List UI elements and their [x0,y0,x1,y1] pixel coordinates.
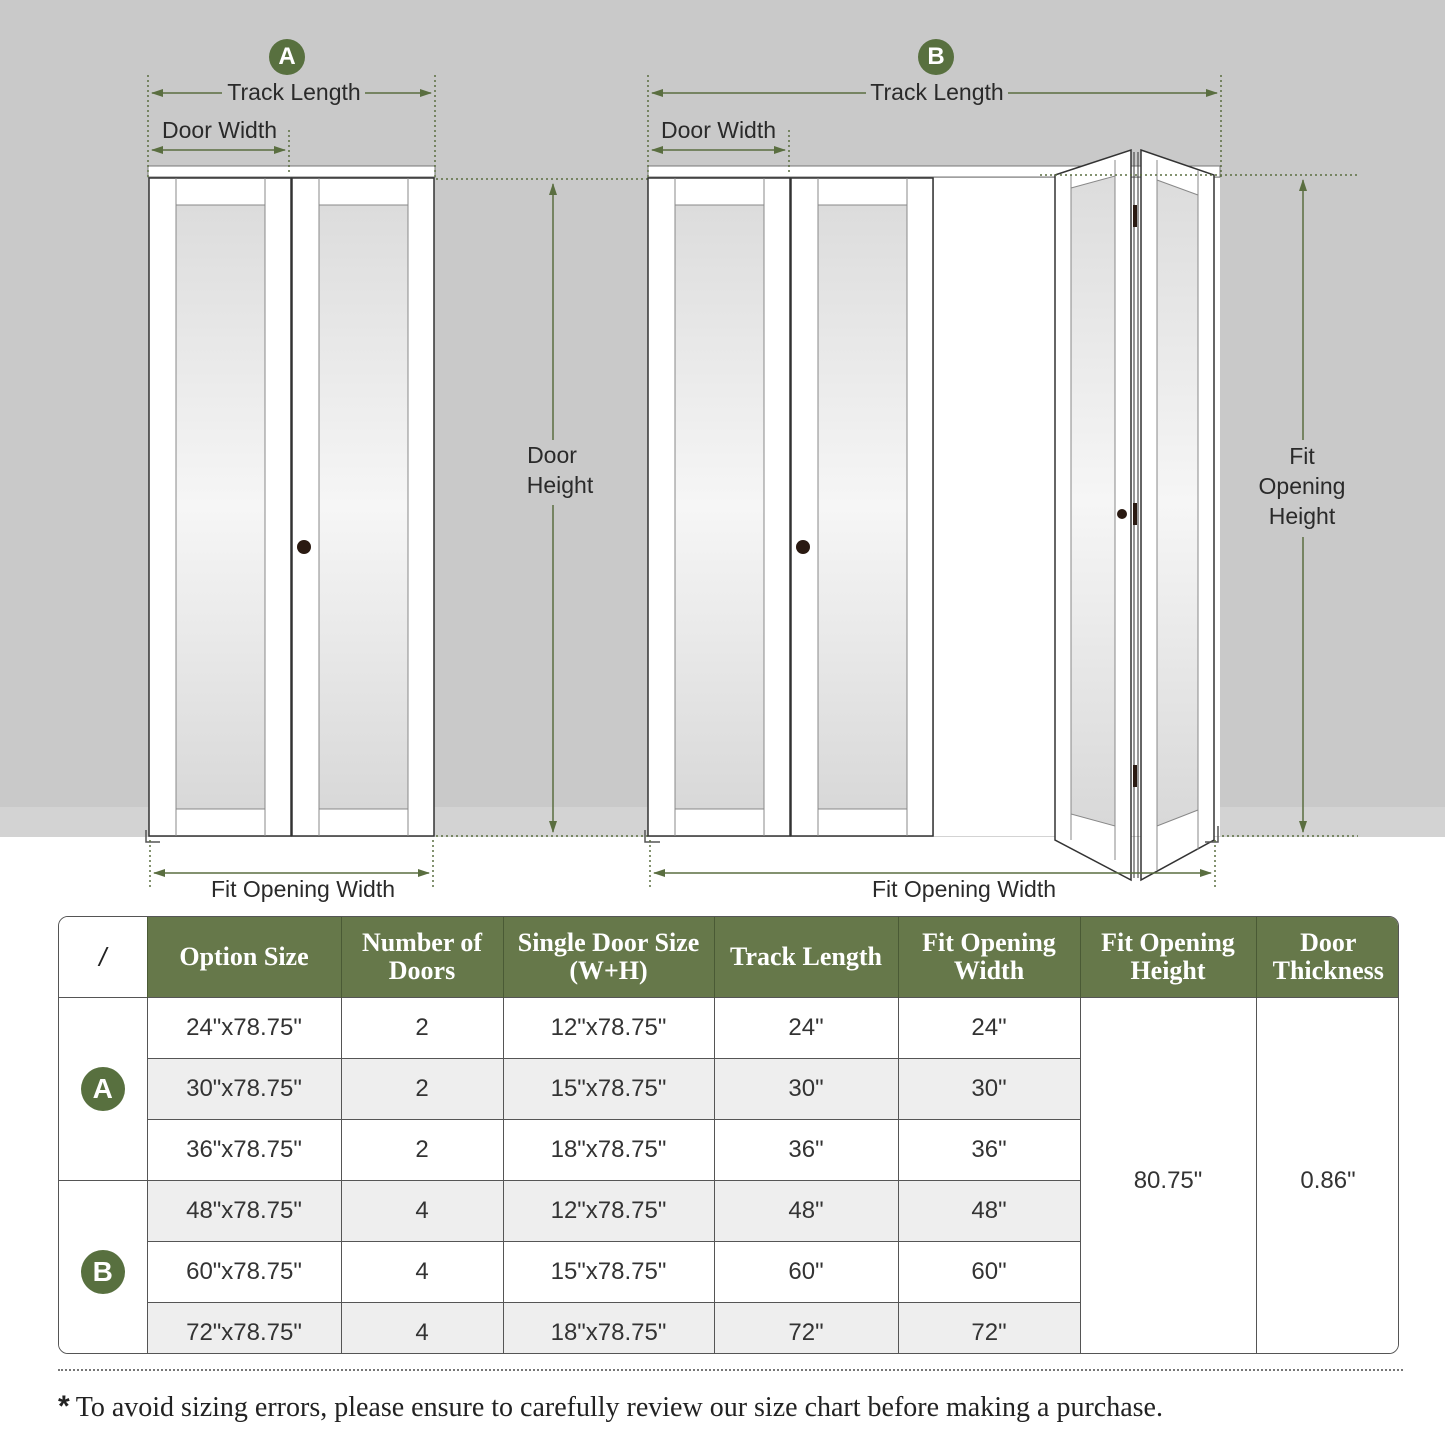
door-width-label-a: Door Width [162,117,278,143]
single-door-size-cell: 12"x78.75" [503,998,714,1059]
option-size-cell: 48"x78.75" [147,1181,341,1242]
fit-opening-width-label-a: Fit Opening Width [210,876,396,902]
single-door-size-cell: 18"x78.75" [503,1303,714,1355]
group-a-cell [59,998,147,1181]
number-of-doors-cell: 2 [341,1059,503,1120]
fit-opening-width-cell: 24" [898,998,1080,1059]
table-header-row [59,917,1399,998]
asterisk-icon: * [58,1390,70,1423]
track-length-cell: 60" [714,1242,898,1303]
door-width-label-b: Door Width [661,117,777,143]
option-size-cell: 72"x78.75" [147,1303,341,1355]
door-height-line2: Height [526,472,594,498]
footnote [58,1390,1163,1424]
fit-opening-width-cell: 72" [898,1303,1080,1355]
header-option-size: Option Size [147,917,341,998]
option-size-cell: 24"x78.75" [147,998,341,1059]
fit-opening-width-label-b: Fit Opening Width [871,876,1057,902]
track-length-cell: 36" [714,1120,898,1181]
fit-opening-width-cell: 30" [898,1059,1080,1120]
number-of-doors-cell: 2 [341,998,503,1059]
number-of-doors-cell: 2 [341,1120,503,1181]
track-length-cell: 30" [714,1059,898,1120]
fit-opening-width-cell: 60" [898,1242,1080,1303]
footnote-text: To avoid sizing errors, please ensure to carefully review our size chart before making a purchase. [75,1392,1163,1423]
fit-opening-height-line3: Height [1268,503,1336,529]
fit-opening-height-line2: Opening [1258,473,1346,499]
fit-opening-height-line1: Fit [1289,443,1315,469]
door-height-label [523,440,594,500]
fit-opening-width-cell: 36" [898,1120,1080,1181]
door-set-a [146,166,435,842]
single-door-size-cell: 15"x78.75" [503,1242,714,1303]
track-length-label-a: Track Length [227,79,361,105]
door-height-line1: Door [527,442,577,468]
track-length-cell: 24" [714,998,898,1059]
badge-b-icon: B [918,39,954,75]
badge-a-icon: A [269,39,305,75]
badge-b-icon: B [81,1250,125,1294]
number-of-doors-cell: 4 [341,1181,503,1242]
door-thickness-cell: 0.86" [1256,998,1399,1355]
single-door-size-cell: 15"x78.75" [503,1059,714,1120]
track-length-cell: 72" [714,1303,898,1355]
header-number-of-doors: Number of Doors [341,917,503,998]
fit-opening-height-label [1259,441,1346,531]
door-set-b [645,150,1220,880]
group-b-cell [59,1181,147,1355]
table-row [59,998,1399,1059]
fit-opening-height-cell: 80.75" [1080,998,1256,1355]
header-door-thickness: Door Thickness [1256,917,1399,998]
number-of-doors-cell: 4 [341,1242,503,1303]
track-length-cell: 48" [714,1181,898,1242]
option-size-cell: 36"x78.75" [147,1120,341,1181]
header-fit-opening-width: Fit Opening Width [898,917,1080,998]
badge-a-icon: A [81,1067,125,1111]
option-size-cell: 60"x78.75" [147,1242,341,1303]
header-fit-opening-height: Fit Opening Height [1080,917,1256,998]
single-door-size-cell: 12"x78.75" [503,1181,714,1242]
size-chart-table [58,916,1399,1354]
number-of-doors-cell: 4 [341,1303,503,1355]
corner-header: / [59,917,147,998]
header-track-length: Track Length [714,917,898,998]
footnote-divider [58,1369,1403,1371]
header-single-door-size: Single Door Size (W+H) [503,917,714,998]
option-size-cell: 30"x78.75" [147,1059,341,1120]
track-length-label-b: Track Length [870,79,1004,105]
single-door-size-cell: 18"x78.75" [503,1120,714,1181]
fit-opening-width-cell: 48" [898,1181,1080,1242]
